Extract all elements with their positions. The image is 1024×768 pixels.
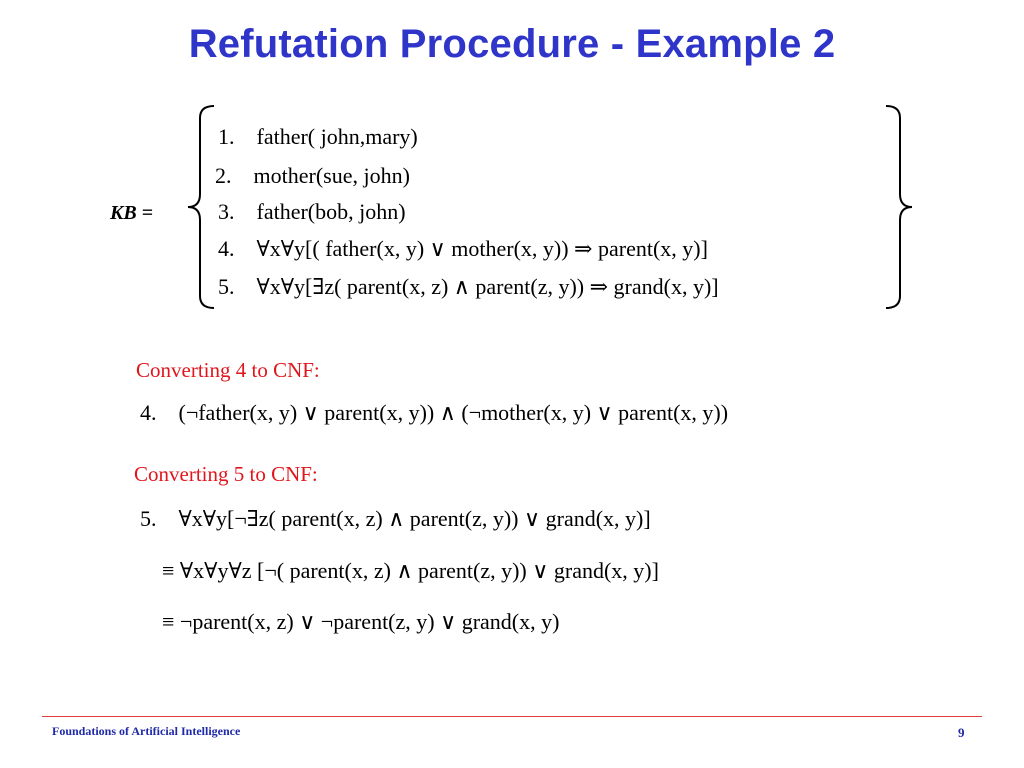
slide-title: Refutation Procedure - Example 2	[188, 22, 836, 66]
footer-divider	[42, 716, 982, 717]
kb-item-1: 1. father( john,mary)	[218, 124, 418, 149]
cnf4-formula: 4. (¬father(x, y) ∨ parent(x, y)) ∧ (¬mother(x, y) ∨ parent(x, y))	[140, 400, 729, 425]
left-brace	[186, 104, 216, 310]
cnf5-line-1: 5. ∀x∀y[¬∃z( parent(x, z) ∧ parent(z, y)) ∨ grand(x, y)]	[140, 506, 651, 531]
kb-label-text: KB =	[110, 202, 154, 224]
footer-course-name: Foundations of Artificial Intelligence	[52, 724, 241, 738]
cnf5-line-2: ≡ ∀x∀y∀z [¬( parent(x, z) ∧ parent(z, y)) ∨ grand(x, y)]	[162, 558, 659, 583]
page-number: 9	[958, 725, 965, 740]
cnf4-heading: Converting 4 to CNF:	[136, 358, 320, 382]
kb-item-5: 5. ∀x∀y[∃z( parent(x, z) ∧ parent(z, y)) ⇒ grand(x, y)]	[218, 274, 719, 299]
cnf5-heading: Converting 5 to CNF:	[134, 462, 318, 486]
kb-item-3: 3. father(bob, john)	[218, 199, 406, 224]
kb-item-4: 4. ∀x∀y[( father(x, y) ∨ mother(x, y)) ⇒ parent(x, y)]	[218, 236, 708, 261]
kb-label	[110, 202, 153, 225]
right-brace	[884, 104, 914, 310]
kb-item-2: 2. mother(sue, john)	[215, 163, 410, 188]
cnf5-line-3: ≡ ¬parent(x, z) ∨ ¬parent(z, y) ∨ grand(x, y)	[162, 609, 560, 634]
